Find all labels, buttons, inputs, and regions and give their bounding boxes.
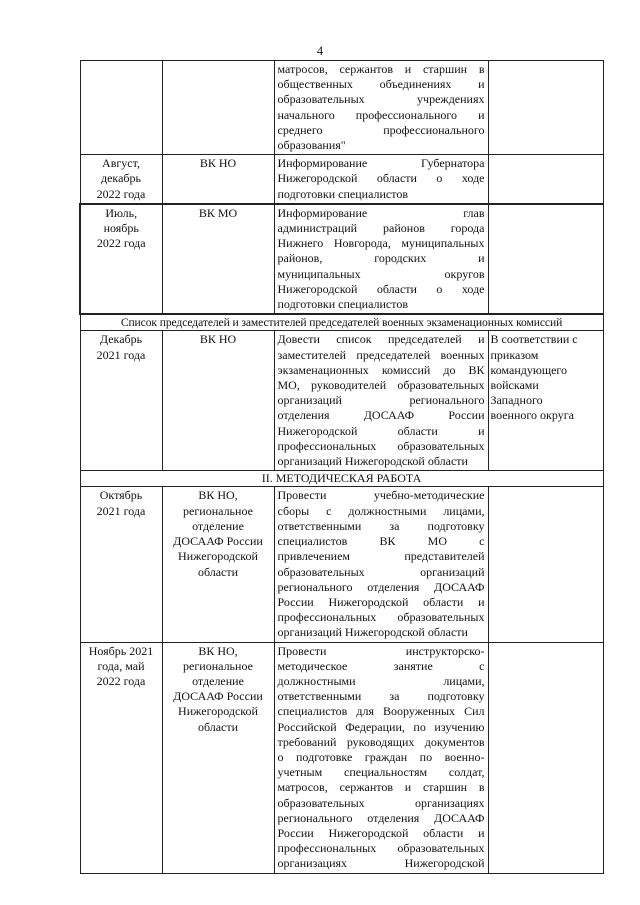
executor-cell: ВК НО, региональное отделение ДОСААФ России Нижегородской области xyxy=(162,487,274,642)
table-row xyxy=(80,204,603,314)
date-cell: Июль, ноябрь 2022 года xyxy=(80,204,162,314)
activity-cell: Провести учебно-методические сборы с должностными лицами, ответственными за подготовку специалистов ВК МО с привлечением представителей образовательных организаций регионального отделения ДОСААФ России Нижегородской области и профессиональных образовательных организаций Нижегородской области xyxy=(274,487,488,642)
table-row xyxy=(80,642,603,873)
activity-cell: Довести список председателей и заместителей председателей военных экзаменационных комиссий до ВК МО, руководителей образовательных организаций регионального отделения ДОСААФ России Нижегородской области и профессиональных образовательных организаций Нижегородской области xyxy=(274,331,488,471)
executor-cell: ВК МО xyxy=(162,204,274,314)
note-cell xyxy=(488,155,603,204)
page-number: 4 xyxy=(316,44,324,58)
table-row xyxy=(80,331,603,471)
table-row xyxy=(80,487,603,642)
executor-cell xyxy=(162,61,274,155)
table-row xyxy=(80,61,603,155)
date-cell xyxy=(80,61,162,155)
activity-cell: Информирование Губернатора Нижегородской области о ходе подготовки специалистов xyxy=(274,155,488,204)
date-cell: Ноябрь 2021 года, май 2022 года xyxy=(80,642,162,873)
note-cell xyxy=(488,642,603,873)
section-header-row xyxy=(80,314,603,331)
activity-cell: Информирование глав администраций районов города Нижнего Новгорода, муниципальных районов, городских и муниципальных округов Нижегородской области о ходе подготовки специалистов xyxy=(274,204,488,314)
note-cell xyxy=(488,61,603,155)
executor-cell: ВК НО xyxy=(162,155,274,204)
note-cell xyxy=(488,487,603,642)
executor-cell: ВК НО, региональное отделение ДОСААФ России Нижегородской области xyxy=(162,642,274,873)
executor-cell: ВК НО xyxy=(162,331,274,471)
table-row xyxy=(80,155,603,204)
activity-cell: Провести инструкторско- методическое занятие с должностными лицами, ответственными за подготовку специалистов для Вооруженных Сил Российской Федерации, по изучению требований руководящих документов о подготовке граждан по военно- учетным специальностям солдат, матросов, сержантов и старшин в образовательных организациях регионального отделения ДОСААФ России Нижегородской области и профессиональных образовательных организациях Нижегородской xyxy=(274,642,488,873)
section-title: Список председателей и заместителей председателей военных экзаменационных комиссий xyxy=(80,314,603,331)
date-cell: Октябрь 2021 года xyxy=(80,487,162,642)
note-cell: В соответствии с приказом командующего войсками Западного военного округа xyxy=(488,331,603,471)
date-cell: Декабрь 2021 года xyxy=(80,331,162,471)
section-title: II. МЕТОДИЧЕСКАЯ РАБОТА xyxy=(80,471,603,487)
activity-cell: матросов, сержантов и старшин в общественных объединениях и образовательных учреждениях начального профессионального и среднего профессионального образования" xyxy=(274,61,488,155)
section-header-row xyxy=(80,471,603,487)
date-cell: Август, декабрь 2022 года xyxy=(80,155,162,204)
plan-table xyxy=(79,60,604,874)
note-cell xyxy=(488,204,603,314)
